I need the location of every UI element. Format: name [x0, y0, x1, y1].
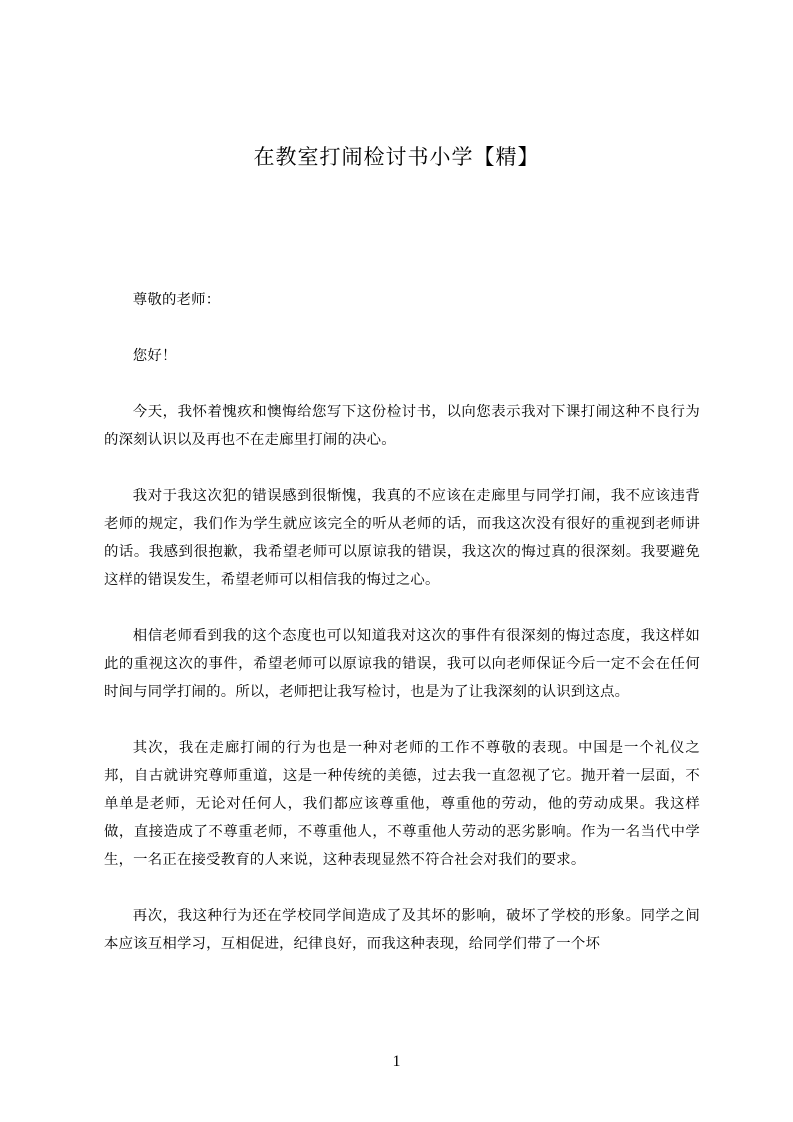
paragraph-1: 今天，我怀着愧疚和懊悔给您写下这份检讨书，以向您表示我对下课打闹这种不良行为的深刻认识以及再也不在走廊里打闹的决心。: [104, 404, 700, 448]
page-number: 1: [392, 1053, 401, 1070]
paragraph-2: 我对于我这次犯的错误感到很惭愧，我真的不应该在走廊里与同学打闹，我不应该违背老师的规定，我们作为学生就应该完全的听从老师的话，而我这次没有很好的重视到老师讲的话。我感到很抱歉，我希望老师可以原谅我的错误，我这次的悔过真的很深刻。我要避免这样的错误发生，希望老师可以相信我的悔过之心。: [104, 488, 700, 588]
document-title: 在教室打闹检讨书小学【精】: [253, 145, 540, 169]
salutation: 尊敬的老师：: [132, 292, 221, 308]
letter-body: [104, 286, 700, 986]
paragraph-4: 其次，我在走廊打闹的行为也是一种对老师的工作不尊敬的表现。中国是一个礼仪之邦，自古就讲究尊师重道，这是一种传统的美德，过去我一直忽视了它。抛开着一层面，不单单是老师，无论对任何人，我们都应该尊重他，尊重他的劳动，他的劳动成果。我这样做，直接造成了不尊重老师，不尊重他人，不尊重他人劳动的恶劣影响。作为一名当代中学生，一名正在接受教育的人来说，这种表现显然不符合社会对我们的要求。: [104, 740, 700, 868]
paragraph-5: 再次，我这种行为还在学校同学间造成了及其坏的影响，破坏了学校的形象。同学之间本应该互相学习，互相促进，纪律良好，而我这种表现，给同学们带了一个坏: [104, 908, 700, 952]
greeting: 您好！: [132, 348, 177, 364]
paragraph-3: 相信老师看到我的这个态度也可以知道我对这次的事件有很深刻的悔过态度，我这样如此的重视这次的事件，希望老师可以原谅我的错误，我可以向老师保证今后一定不会在任何时间与同学打闹的。所以，老师把让我写检讨，也是为了让我深刻的认识到这点。: [104, 628, 700, 700]
